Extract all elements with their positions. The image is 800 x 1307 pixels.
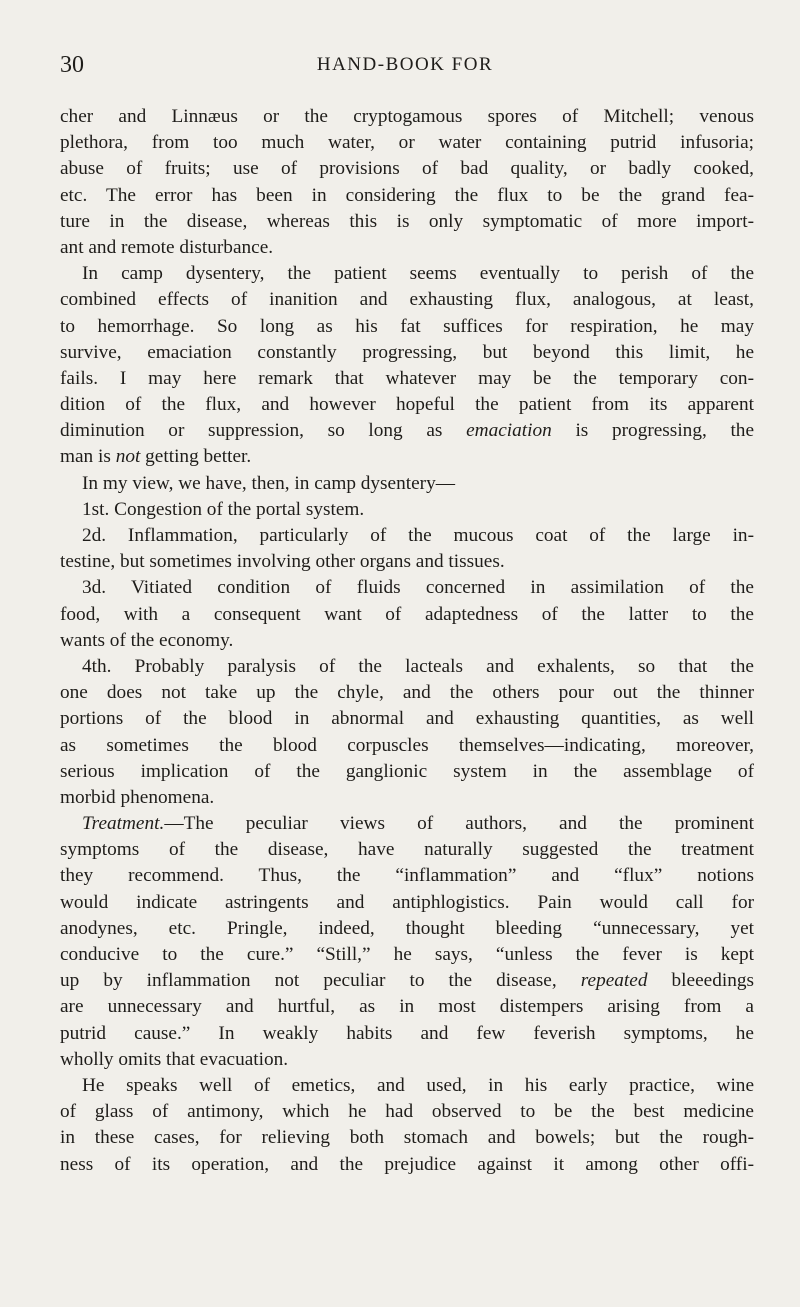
page-number: 30: [60, 52, 84, 78]
text-line: of glass of antimony, which he had observed to be the best medicine: [60, 1101, 754, 1123]
text-line: cher and Linnæus or the cryptogamous spores of Mitchell; venous: [60, 106, 754, 127]
text-line: [60, 418, 754, 444]
text-line: 3d. Vitiated condition of fluids concerned in assimilation of the: [82, 577, 754, 599]
text-line: to hemorrhage. So long as his fat suffices for respiration, he may: [60, 315, 754, 337]
text-line: symptoms of the disease, have naturally suggested the treatment: [60, 839, 754, 861]
text-line: plethora, from too much water, or water containing putrid infusoria;: [60, 132, 754, 154]
text-line: survive, emaciation constantly progressing, but beyond this limit, he: [60, 341, 754, 363]
text-line: one does not take up the chyle, and the others pour out the thinner: [60, 682, 754, 704]
text-line: as sometimes the blood corpuscles themselves—indicating, moreover,: [60, 734, 754, 756]
text-line: in these cases, for relieving both stomach and bowels; but the rough-: [60, 1127, 754, 1149]
text-line: In camp dysentery, the patient seems eventually to perish of the: [82, 263, 754, 285]
text-line: In my view, we have, then, in camp dysentery—: [82, 472, 456, 494]
text-line: anodynes, etc. Pringle, indeed, thought bleeding “unnecessary, yet: [60, 917, 754, 939]
text-line: He speaks well of emetics, and used, in his early practice, wine: [82, 1074, 754, 1096]
text-line: wants of the economy.: [60, 629, 234, 651]
text-segment: diminution or suppression, so long as: [60, 420, 467, 442]
text-line: would indicate astringents and antiphlogistics. Pain would call for: [60, 891, 754, 913]
italic-text: Treatment.: [82, 813, 165, 835]
text-segment: —The peculiar views of authors, and the prominent: [164, 813, 754, 835]
text-segment: up by inflammation not peculiar to the disease,: [60, 970, 581, 992]
text-segment: bleeedings: [647, 970, 754, 992]
text-line: abuse of fruits; use of provisions of bad quality, or badly cooked,: [60, 158, 754, 180]
body-text: [60, 104, 754, 1178]
italic-text: emaciation: [466, 420, 552, 442]
running-head: HAND-BOOK FOR: [316, 54, 494, 75]
text-line: ant and remote disturbance.: [60, 236, 274, 258]
text-segment: man is: [60, 446, 116, 468]
text-line: combined effects of inanition and exhausting flux, analogous, at least,: [60, 289, 754, 311]
text-line: [60, 444, 754, 470]
text-line: putrid cause.” In weakly habits and few feverish symptoms, he: [60, 1022, 754, 1044]
text-line: morbid phenomena.: [60, 786, 215, 808]
text-line: wholly omits that evacuation.: [60, 1048, 289, 1070]
text-line: fails. I may here remark that whatever may be the temporary con-: [60, 367, 754, 389]
text-line: [60, 968, 754, 994]
text-line: conducive to the cure.” “Still,” he says, “unless the fever is kept: [60, 944, 754, 965]
text-segment: is progressing, the: [551, 420, 754, 442]
text-line: [60, 811, 754, 837]
text-line: are unnecessary and hurtful, as in most distempers arising from a: [60, 996, 754, 1018]
text-line: dition of the flux, and however hopeful the patient from its apparent: [60, 394, 754, 416]
page-header: [60, 52, 750, 84]
text-line: testine, but sometimes involving other organs and tissues.: [60, 551, 505, 573]
text-line: 4th. Probably paralysis of the lacteals and exhalents, so that the: [82, 655, 754, 677]
italic-text: repeated: [580, 970, 648, 992]
text-line: serious implication of the ganglionic system in the assemblage of: [60, 760, 754, 782]
text-segment: getting better.: [140, 446, 252, 468]
text-line: 2d. Inflammation, particularly of the mucous coat of the large in-: [82, 525, 754, 546]
text-line: ture in the disease, whereas this is only symptomatic of more import-: [60, 210, 754, 232]
text-line: etc. The error has been in considering the flux to be the grand fea-: [60, 184, 754, 206]
text-line: they recommend. Thus, the “inflammation” and “flux” notions: [60, 865, 754, 887]
text-line: 1st. Congestion of the portal system.: [82, 498, 365, 520]
text-line: food, with a consequent want of adaptedness of the latter to the: [60, 603, 754, 625]
text-line: portions of the blood in abnormal and exhausting quantities, as well: [60, 708, 754, 730]
italic-text: not: [115, 446, 141, 468]
text-line: ness of its operation, and the prejudice against it among other offi-: [60, 1153, 754, 1175]
